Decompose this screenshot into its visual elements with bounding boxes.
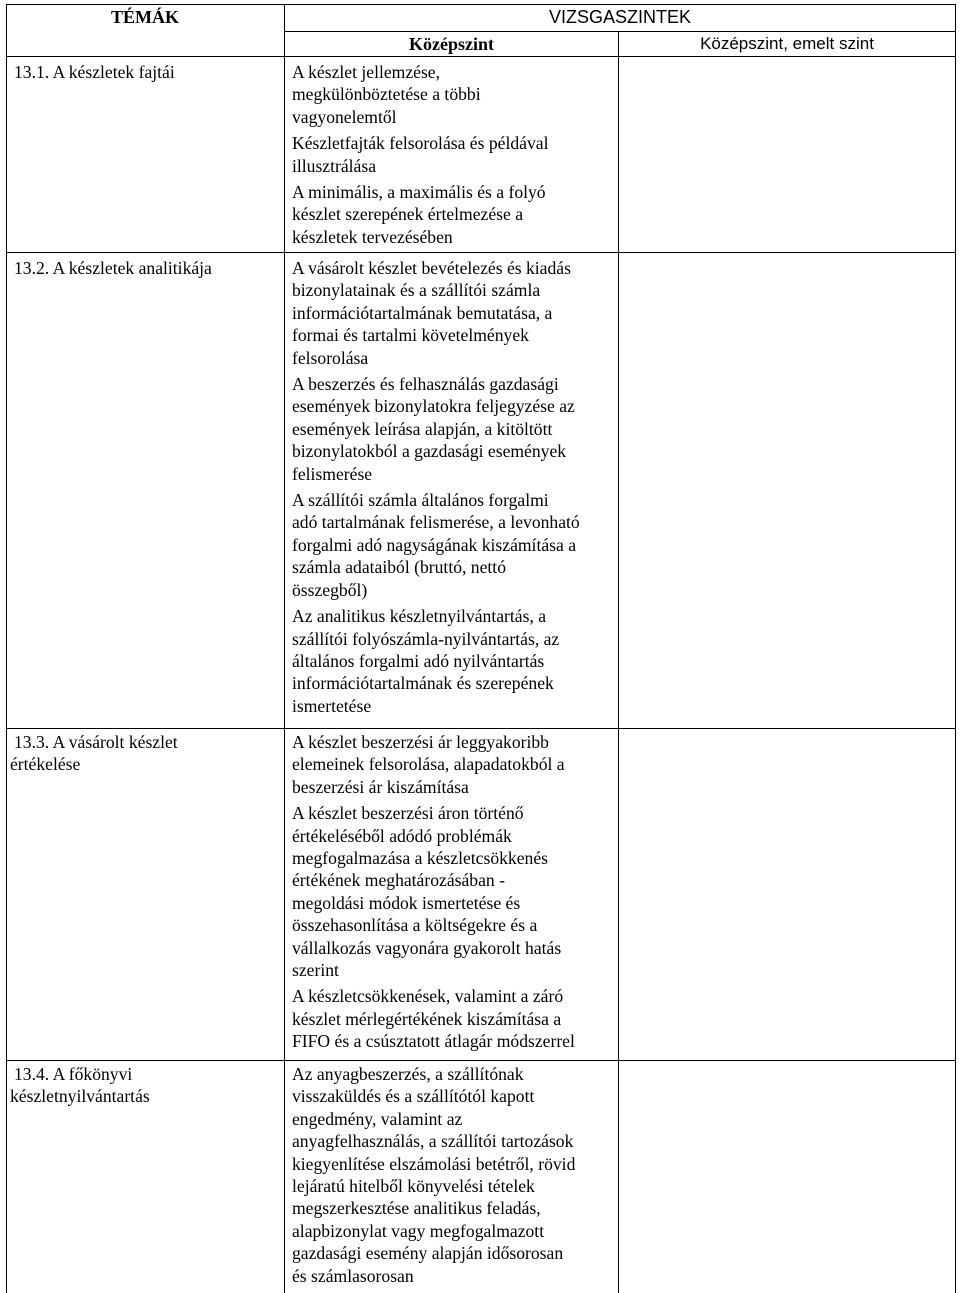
competency-line: A készlet beszerzési áron történő [292, 803, 524, 824]
topic-line: 13.2. A készletek analitikája [14, 258, 212, 278]
competency-line: A beszerzés és felhasználás gazdasági [292, 374, 559, 395]
competency-item [292, 373, 614, 485]
competency-line: általános forgalmi adó nyilvántartás [292, 650, 545, 671]
competency-line: Az anyagbeszerzés, a szállítónak [292, 1064, 524, 1084]
competency-line: elemeinek felsorolása, alapadatokból a [292, 754, 565, 775]
competency-line: értékének meghatározásában - [292, 870, 505, 891]
table-top-border [6, 4, 956, 5]
competency-line: adó tartalmának felismerése, a levonható [292, 512, 580, 533]
row-2-border [6, 728, 956, 729]
topic-13-3 [10, 731, 178, 776]
competency-line: készlet szerepének értelmezése a [292, 204, 524, 225]
competencies-13-4 [292, 1063, 614, 1291]
topic-line: 13.3. A vásárolt készlet [14, 732, 178, 752]
competency-line: anyagfelhasználás, a szállítói tartozások [292, 1131, 574, 1152]
header-sub-border [284, 31, 956, 32]
competency-line: illusztrálása [292, 155, 377, 176]
column-divider-1 [284, 4, 285, 1293]
competency-line: információtartalmának bemutatása, a [292, 302, 553, 323]
topic-13-2 [14, 257, 212, 279]
competency-line: készlet mérlegértékének kiszámítása a [292, 1008, 562, 1029]
header-level-mid: Középszint [409, 34, 494, 54]
competency-line: vállalkozás vagyonára gyakorolt hatás [292, 937, 562, 958]
competency-line: kiegyenlítése elszámolási betétről, rövid [292, 1153, 576, 1174]
competency-line: számla adataiból (bruttó, nettó [292, 557, 506, 578]
competency-line: összegből) [292, 579, 368, 600]
competency-line: felismerése [292, 463, 373, 484]
column-divider-2 [618, 31, 619, 1293]
header-exam-levels: VIZSGASZINTEK [548, 7, 692, 27]
competency-item [292, 1063, 614, 1287]
topic-line: 13.1. A készletek fajtái [14, 62, 175, 82]
competency-line: beszerzési ár kiszámítása [292, 776, 469, 797]
competency-line: alapbizonylat vagy megfogalmazott [292, 1220, 545, 1241]
competency-item [292, 257, 614, 369]
competency-item [292, 181, 614, 248]
header-topics: TÉMÁK [110, 7, 179, 27]
competency-item [292, 489, 614, 601]
competencies-13-3 [292, 731, 614, 1057]
competency-line: Az analitikus készletnyilvántartás, a [292, 606, 547, 627]
competency-line: megkülönböztetése a többi [292, 84, 481, 105]
competency-line: lejáratú hitelből könyvelési tételek [292, 1176, 535, 1197]
competency-line: értékeléséből adódó problémák [292, 825, 512, 846]
table-right-border [955, 4, 956, 1293]
topic-13-4 [10, 1063, 150, 1108]
competency-line: megfogalmazása a készletcsökkenés [292, 848, 548, 869]
competency-line: szerint [292, 960, 339, 981]
competency-line: visszaküldés és a szállítótól kapott [292, 1086, 535, 1107]
topic-13-1 [14, 61, 175, 83]
competency-line: információtartalmának és szerepének [292, 673, 554, 694]
competency-line: megszerkesztése analitikus feladás, [292, 1198, 541, 1219]
competency-line: bizonylatainak és a szállítói számla [292, 280, 541, 301]
competency-line: események leírása alapján, a kitöltött [292, 418, 553, 439]
competency-line: A készlet jellemzése, [292, 62, 441, 82]
competency-item [292, 802, 614, 981]
competency-line: A készlet beszerzési ár leggyakoribb [292, 732, 549, 752]
competency-line: események bizonylatokra feljegyzése az [292, 396, 575, 417]
competency-line: A szállítói számla általános forgalmi [292, 490, 549, 511]
competency-line: megoldási módok ismertetése és [292, 892, 521, 913]
competency-item [292, 61, 614, 128]
competencies-13-1 [292, 61, 614, 252]
competency-item [292, 731, 614, 798]
competency-line: engedmény, valamint az [292, 1108, 463, 1129]
competency-line: forgalmi adó nagyságának kiszámítása a [292, 534, 577, 555]
competency-line: FIFO és a csúsztatott átlagár módszerrel [292, 1031, 575, 1052]
topic-line: értékelése [10, 754, 81, 775]
competency-line: formai és tartalmi követelmények [292, 325, 529, 346]
competency-line: A minimális, a maximális és a folyó [292, 182, 546, 203]
header-bottom-border [6, 56, 956, 57]
competencies-13-2 [292, 257, 614, 721]
topic-line: 13.4. A főkönyvi [14, 1064, 133, 1084]
competency-line: A vásárolt készlet bevételezés és kiadás [292, 258, 571, 278]
competency-line: A készletcsökkenések, valamint a záró [292, 986, 564, 1007]
competency-item [292, 605, 614, 717]
header-level-high: Középszint, emelt szint [700, 34, 874, 53]
competency-line: készletek tervezésében [292, 226, 453, 247]
competency-line: Készletfajták felsorolása és példával [292, 133, 549, 154]
competency-line: és számlasorosan [292, 1265, 414, 1286]
competency-line: ismertetése [292, 695, 372, 716]
topic-line: készletnyilvántartás [10, 1086, 150, 1107]
competency-line: szállítói folyószámla-nyilvántartás, az [292, 628, 560, 649]
competency-line: bizonylatokból a gazdasági események [292, 441, 567, 462]
row-3-border [6, 1060, 956, 1061]
table-left-border [6, 4, 7, 1293]
competency-line: felsorolása [292, 347, 369, 368]
competency-item [292, 985, 614, 1052]
competency-line: vagyonelemtől [292, 106, 397, 127]
competency-line: gazdasági esemény alapján idősorosan [292, 1243, 564, 1264]
competency-line: összehasonlítása a költségekre és a [292, 915, 538, 936]
competency-item [292, 132, 614, 177]
